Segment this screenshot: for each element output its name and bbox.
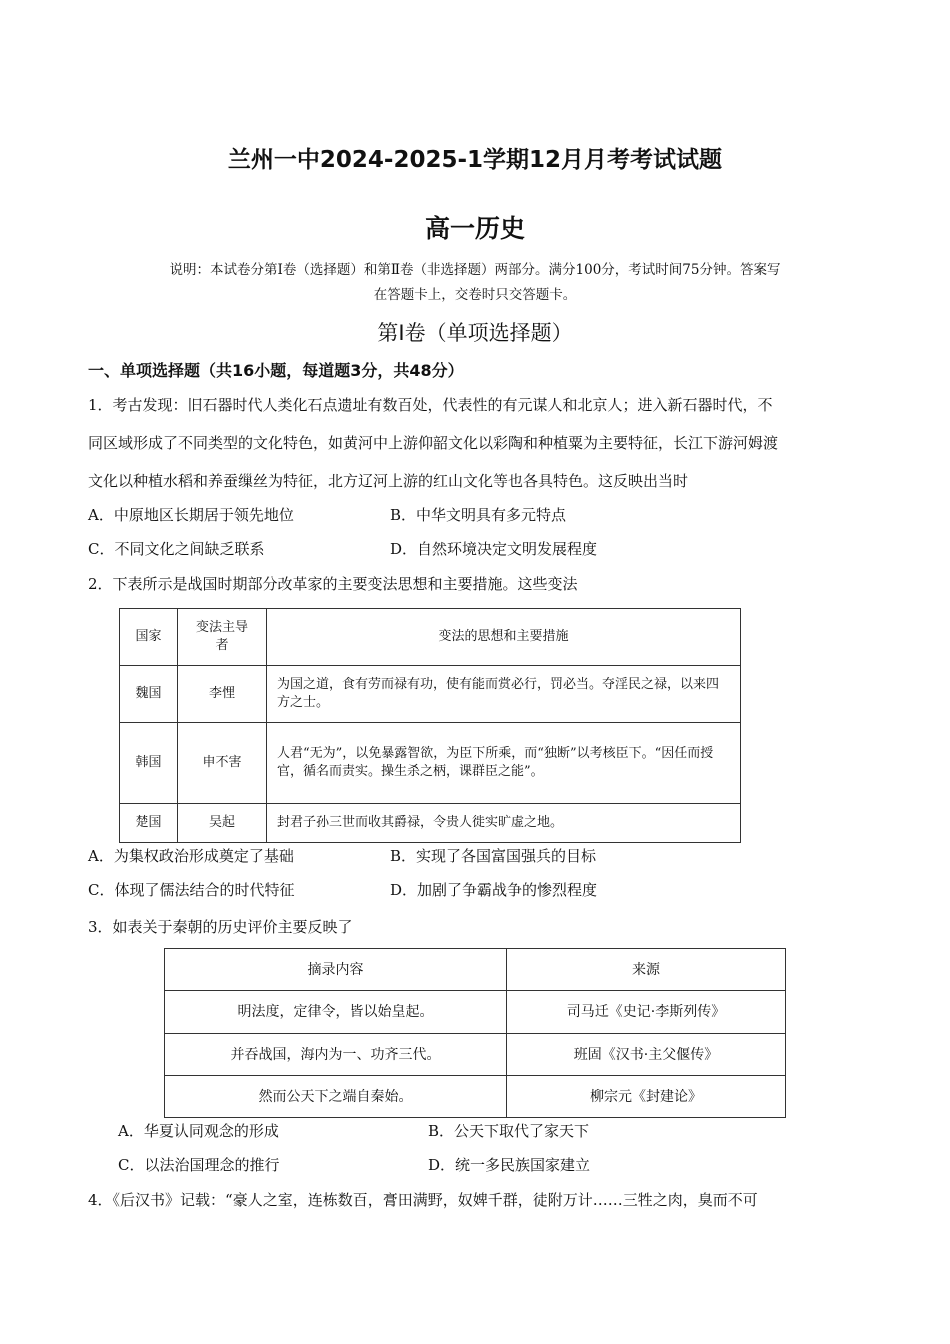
header-cell: 摘录内容 — [165, 949, 507, 991]
part-title: 第Ⅰ卷（单项选择题） — [377, 321, 573, 345]
question-1-option-b: B．中华文明具有多元特点 — [390, 506, 567, 524]
table-row — [165, 1076, 786, 1118]
table-cell: 班固《汉书·主父偃传》 — [507, 1034, 786, 1076]
table-cell: 为国之道，食有劳而禄有功，使有能而赏必行，罚必当。夺淫民之禄，以来四方之士。 — [267, 666, 741, 723]
table-row — [120, 804, 741, 843]
question-3-option-c: C．以法治国理念的推行 — [118, 1156, 280, 1174]
header-cell: 来源 — [507, 949, 786, 991]
question-1-option-c: C．不同文化之间缺乏联系 — [88, 540, 265, 558]
table-cell: 明法度，定律令，皆以始皇起。 — [165, 991, 507, 1034]
exam-note-line-2: 在答题卡上，交卷时只交答题卡。 — [373, 287, 577, 303]
table-cell: 李悝 — [178, 666, 267, 723]
table-row — [120, 723, 741, 804]
table-cell: 魏国 — [120, 666, 178, 723]
question-2-option-a: A．为集权政治形成奠定了基础 — [88, 847, 294, 865]
table-cell: 并吞战国，海内为一、功齐三代。 — [165, 1034, 507, 1076]
question-2-option-b: B．实现了各国富国强兵的目标 — [390, 847, 597, 865]
table-row — [165, 991, 786, 1034]
question-3-option-d: D．统一多民族国家建立 — [428, 1156, 591, 1174]
reform-table — [119, 608, 741, 843]
header-cell: 国家 — [120, 609, 178, 666]
qin-evaluation-table — [164, 948, 786, 1118]
table-cell: 韩国 — [120, 723, 178, 804]
question-1-option-a: A．中原地区长期居于领先地位 — [88, 506, 294, 524]
table-cell: 吴起 — [178, 804, 267, 843]
question-1-line: 1．考古发现：旧石器时代人类化石点遗址有数百处，代表性的有元谋人和北京人；进入新石器时代，不 — [88, 396, 773, 414]
question-2-option-c: C．体现了儒法结合的时代特征 — [88, 881, 295, 899]
header-cell: 变法的思想和主要措施 — [267, 609, 741, 666]
table-cell: 司马迁《史记·李斯列传》 — [507, 991, 786, 1034]
question-1-option-d: D．自然环境决定文明发展程度 — [390, 540, 598, 558]
table-row — [120, 666, 741, 723]
table-cell: 柳宗元《封建论》 — [507, 1076, 786, 1118]
subject-title: 高一历史 — [424, 214, 525, 243]
question-1-line: 同区域形成了不同类型的文化特色，如黄河中上游仰韶文化以彩陶和种植粟为主要特征，长江下游河姆渡 — [88, 434, 779, 452]
table-cell: 楚国 — [120, 804, 178, 843]
table-cell: 人君“无为”，以免暴露智欲，为臣下所乘，而“独断”以考核臣下。“因任而授官，循名而责实。操生杀之柄，课群臣之能”。 — [267, 723, 741, 804]
question-2-stem: 2．下表所示是战国时期部分改革家的主要变法思想和主要措施。这些变法 — [88, 575, 578, 593]
question-4-stem: 4．《后汉书》记载：“豪人之室，连栋数百，膏田满野，奴婢千群，徒附万计……三牲之肉，臭而不可 — [88, 1191, 758, 1209]
table-cell: 然而公天下之端自秦始。 — [165, 1076, 507, 1118]
question-3-option-a: A．华夏认同观念的形成 — [118, 1122, 279, 1140]
question-1-line: 文化以种植水稻和养蚕缫丝为特征，北方辽河上游的红山文化等也各具特色。这反映出当时 — [88, 472, 689, 490]
table-cell: 封君子孙三世而收其爵禄，令贵人徙实旷虚之地。 — [267, 804, 741, 843]
exam-note-line-1: 说明：本试卷分第Ⅰ卷（选择题）和第Ⅱ卷（非选择题）两部分。满分100分，考试时间75分钟。答案写 — [169, 262, 781, 278]
exam-title: 兰州一中2024-2025-1学期12月月考考试试题 — [227, 147, 723, 173]
header-cell: 变法主导者 — [178, 609, 267, 666]
table-header-row — [120, 609, 741, 666]
table-header-row — [165, 949, 786, 991]
table-cell: 申不害 — [178, 723, 267, 804]
question-2-option-d: D．加剧了争霸战争的惨烈程度 — [390, 881, 598, 899]
question-3-stem: 3．如表关于秦朝的历史评价主要反映了 — [88, 918, 353, 936]
question-3-option-b: B．公天下取代了家天下 — [428, 1122, 590, 1140]
table-row — [165, 1034, 786, 1076]
section-title: 一、单项选择题（共16小题，每道题3分，共48分） — [88, 361, 464, 380]
